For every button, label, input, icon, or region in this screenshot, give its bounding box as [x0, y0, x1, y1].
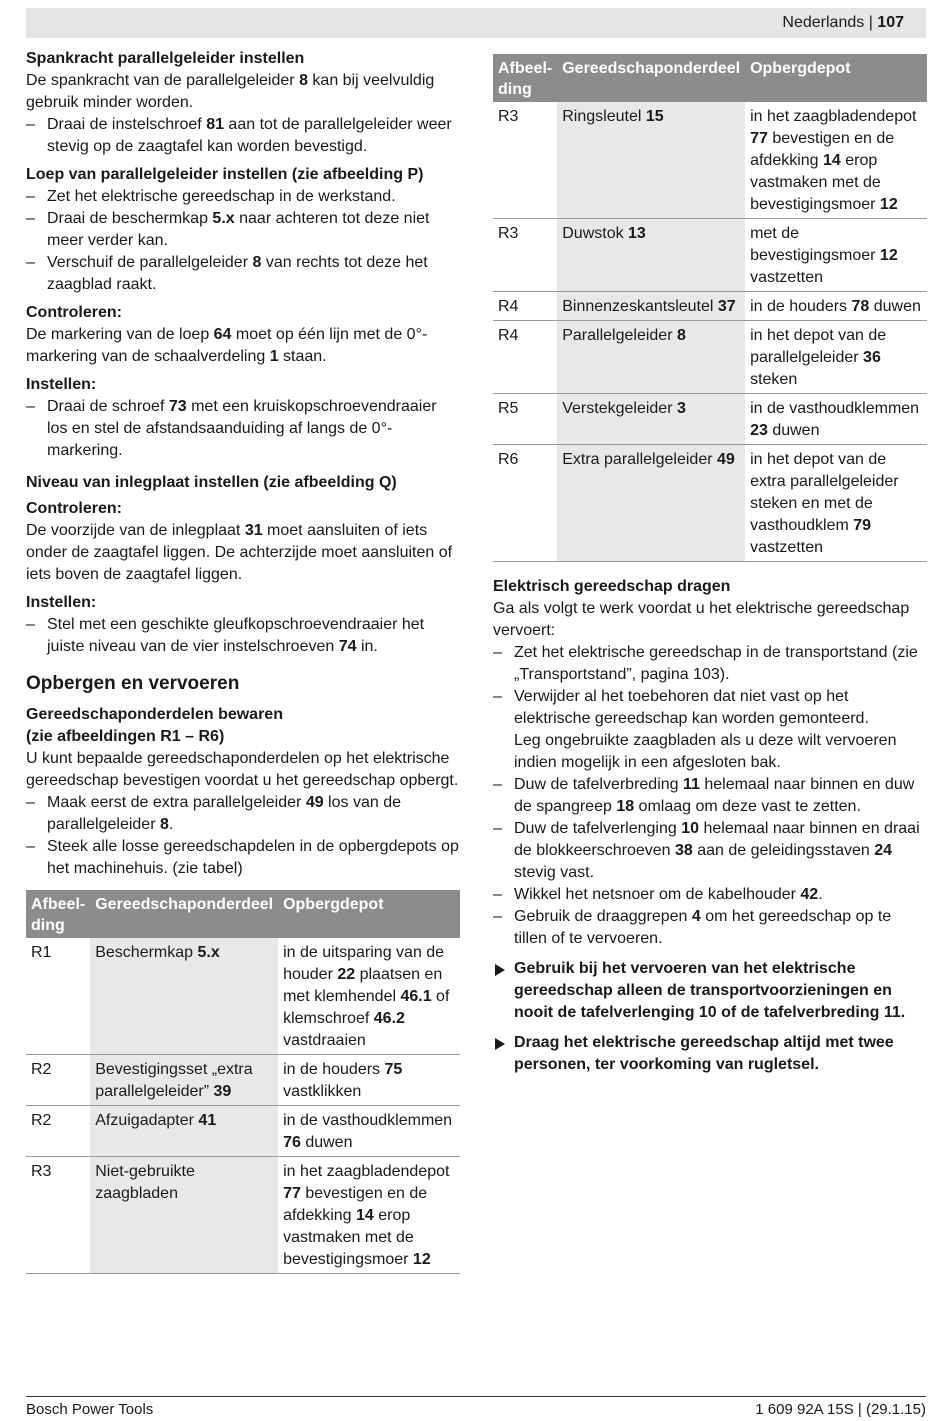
part-cell: Binnenzeskantsleutel 37	[557, 292, 745, 321]
reference-number: 76	[283, 1134, 301, 1151]
reference-number: 49	[716, 451, 735, 468]
table-row	[493, 292, 927, 321]
subsection-title: Controleren:	[26, 500, 122, 517]
storage-cell: in de vasthoudklemmen 76 duwen	[278, 1106, 460, 1157]
list-item: – Stel met een geschikte gleufkopschroevendraaier het juiste niveau van de vier instelschroeven 74 in.	[26, 614, 460, 658]
dash-list	[493, 642, 927, 950]
reference-number: 8	[676, 327, 686, 344]
storage-cell: in het depot van de parallelgeleider 36 steken	[745, 321, 927, 394]
storage-cell: met de bevestigingsmoer 12 vastzetten	[745, 219, 927, 292]
warning-text: Gebruik bij het vervoeren van het elektrische gereedschap alleen de transportvoorzieningen en nooit de tafelverlenging 10 of de tafelverbreding 11.	[514, 960, 906, 1021]
storage-cell: in het zaagbladendepot 77 bevestigen en de afdekking 14 erop vastmaken met de bevestigingsmoer 12	[745, 102, 927, 219]
subsection-title: Instellen:	[26, 594, 97, 611]
part-cell: Extra parallelgeleider 49	[557, 445, 745, 562]
reference-number: 5.x	[197, 944, 220, 961]
page-header	[26, 8, 926, 38]
reference-number: 79	[853, 517, 872, 534]
table-row	[493, 219, 927, 292]
storage-table-right	[493, 54, 927, 562]
chapter-title: Opbergen en vervoeren	[26, 673, 240, 694]
table-row	[493, 394, 927, 445]
subsection-title: Controleren:	[26, 304, 122, 321]
figure-cell: R2	[26, 1055, 90, 1106]
reference-number: 14	[823, 152, 841, 169]
reference-number: 4	[691, 908, 701, 925]
section-title-line2: (zie afbeeldingen R1 – R6)	[26, 728, 225, 745]
table-header-storage: Opbergdepot	[745, 54, 927, 102]
right-column	[493, 48, 927, 1076]
figure-cell: R3	[493, 219, 557, 292]
page-number: 107	[877, 14, 904, 31]
part-cell: Parallelgeleider 8	[557, 321, 745, 394]
table-row	[493, 445, 927, 562]
list-item: – Verwijder al het toebehoren dat niet vast op het elektrische gereedschap kan worden gemonteerd. Leg ongebruikte zaagbladen als u deze wilt vervoeren indien mogelijk in een afgesloten bak.	[493, 686, 927, 774]
reference-number: 31	[244, 522, 263, 539]
table-header-row	[26, 890, 460, 938]
table-header-part: Gereedschaponderdeel	[557, 54, 745, 102]
table-row	[26, 1157, 460, 1274]
storage-cell: in het zaagbladendepot 77 bevestigen en de afdekking 14 erop vastmaken met de bevestigingsmoer 12	[278, 1157, 460, 1274]
paragraph: Ga als volgt te werk voordat u het elektrische gereedschap vervoert:	[493, 600, 910, 639]
reference-number: 12	[412, 1251, 431, 1268]
table-header-part: Gereedschaponderdeel	[90, 890, 278, 938]
figure-cell: R2	[26, 1106, 90, 1157]
dash-list	[26, 614, 460, 658]
paragraph: De spankracht van de parallelgeleider 8 kan bij veelvuldig gebruik minder worden.	[26, 72, 435, 111]
reference-number: 18	[616, 798, 635, 815]
reference-number: 64	[213, 326, 232, 343]
reference-number: 10	[681, 820, 700, 837]
list-item: – Wikkel het netsnoer om de kabelhouder 42.	[493, 884, 927, 906]
list-item: – Verschuif de parallelgeleider 8 van rechts tot deze het zaagblad raakt.	[26, 252, 460, 296]
storage-cell: in de houders 75 vastklikken	[278, 1055, 460, 1106]
list-item: – Draai de instelschroef 81 aan tot de parallelgeleider weer stevig op de zaagtafel kan worden bevestigd.	[26, 114, 460, 158]
left-column	[26, 48, 460, 1274]
reference-number: 11	[682, 776, 700, 793]
paragraph: De voorzijde van de inlegplaat 31 moet aansluiten of iets onder de zaagtafel liggen. De achterzijde moet aansluiten of iets boven de zaagtafel liggen.	[26, 522, 453, 583]
figure-cell: R1	[26, 938, 90, 1055]
reference-number: 49	[305, 794, 324, 811]
reference-number: 8	[299, 72, 308, 89]
storage-cell: in de houders 78 duwen	[745, 292, 927, 321]
reference-number: 46.2	[373, 1010, 405, 1027]
list-item: – Steek alle losse gereedschapdelen in de opbergdepots op het machinehuis. (zie tabel)	[26, 836, 460, 880]
table-header-storage: Opbergdepot	[278, 890, 460, 938]
dash-list	[26, 792, 460, 880]
figure-cell: R4	[493, 321, 557, 394]
reference-number: 73	[168, 398, 187, 415]
header-text	[782, 12, 904, 34]
storage-cell: in de vasthoudklemmen 23 duwen	[745, 394, 927, 445]
part-cell: Bevestigingsset „extra parallelgeleider” 39	[90, 1055, 278, 1106]
part-cell: Niet-gebruikte zaagbladen	[90, 1157, 278, 1274]
reference-number: 41	[198, 1112, 217, 1129]
table-header-row	[493, 54, 927, 102]
triangle-bullet-icon	[495, 964, 505, 976]
list-item: – Duw de tafelverbreding 11 helemaal naar binnen en duw de spangreep 18 omlaag om deze vast te zetten.	[493, 774, 927, 818]
header-language: Nederlands	[782, 14, 865, 31]
reference-number: 74	[338, 638, 357, 655]
storage-cell: in het depot van de extra parallelgeleider steken en met de vasthoudklem 79 vastzetten	[745, 445, 927, 562]
warning-item	[493, 958, 927, 1024]
reference-number: 12	[879, 196, 898, 213]
subsection-title: Instellen:	[26, 376, 97, 393]
table-header-figure: Afbeel-ding	[493, 54, 557, 102]
table-row	[493, 102, 927, 219]
reference-number: 13	[628, 225, 646, 242]
reference-number: 24	[874, 842, 893, 859]
part-cell: Verstekgeleider 3	[557, 394, 745, 445]
reference-number: 8	[252, 254, 262, 271]
reference-number: 23	[750, 422, 768, 439]
figure-cell: R3	[26, 1157, 90, 1274]
dash-list	[26, 114, 460, 158]
list-item: – Zet het elektrische gereedschap in de transportstand (zie „Transportstand”, pagina 103).	[493, 642, 927, 686]
storage-table-left	[26, 890, 460, 1274]
section-title: Elektrisch gereedschap dragen	[493, 578, 731, 595]
section-title: Loep van parallelgeleider instellen (zie afbeelding P)	[26, 166, 424, 183]
list-item: – Gebruik de draaggrepen 4 om het gereedschap op te tillen of te vervoeren.	[493, 906, 927, 950]
reference-number: 81	[206, 116, 224, 133]
reference-number: 38	[674, 842, 693, 859]
table-row	[26, 938, 460, 1055]
reference-number: 46.1	[400, 988, 432, 1005]
part-cell: Afzuigadapter 41	[90, 1106, 278, 1157]
figure-cell: R4	[493, 292, 557, 321]
reference-number: 77	[283, 1185, 301, 1202]
reference-number: 8	[159, 816, 169, 833]
footer-docref: 1 609 92A 15S | (29.1.15)	[755, 1401, 926, 1418]
reference-number: 39	[213, 1083, 232, 1100]
figure-cell: R5	[493, 394, 557, 445]
list-item: – Zet het elektrische gereedschap in de werkstand.	[26, 186, 460, 208]
reference-number: 36	[863, 349, 881, 366]
table-row	[26, 1055, 460, 1106]
figure-cell: R6	[493, 445, 557, 562]
storage-cell: in de uitsparing van de houder 22 plaatsen en met klemhendel 46.1 of klemschroef 46.2 vastdraaien	[278, 938, 460, 1055]
reference-number: 22	[337, 966, 356, 983]
reference-number: 78	[851, 298, 870, 315]
reference-number: 77	[750, 130, 768, 147]
footer-divider	[26, 1396, 926, 1397]
footer-brand: Bosch Power Tools	[26, 1401, 154, 1418]
list-item: – Maak eerst de extra parallelgeleider 49 los van de parallelgeleider 8.	[26, 792, 460, 836]
paragraph: U kunt bepaalde gereedschaponderdelen op het elektrische gereedschap bevestigen voordat u het gereedschap opbergt.	[26, 750, 459, 789]
reference-number: 15	[645, 108, 664, 125]
reference-number: 75	[384, 1061, 403, 1078]
dash-list	[26, 186, 460, 296]
reference-number: 14	[356, 1207, 374, 1224]
reference-number: 3	[676, 400, 686, 417]
reference-number: 1	[269, 348, 279, 365]
warning-text: Draag het elektrische gereedschap altijd met twee personen, ter voorkoming van rugletsel.	[514, 1034, 894, 1073]
table-row	[26, 1106, 460, 1157]
list-item: – Draai de beschermkap 5.x naar achteren tot deze niet meer verder kan.	[26, 208, 460, 252]
warning-list	[493, 958, 927, 1076]
part-cell: Ringsleutel 15	[557, 102, 745, 219]
reference-number: 12	[879, 247, 898, 264]
triangle-bullet-icon	[495, 1038, 505, 1050]
reference-number: 37	[717, 298, 736, 315]
list-item: – Draai de schroef 73 met een kruiskopschroevendraaier los en stel de afstandsaanduiding af langs de 0°-markering.	[26, 396, 460, 462]
header-separator: |	[868, 14, 873, 31]
reference-number: 42	[800, 886, 819, 903]
part-cell: Duwstok 13	[557, 219, 745, 292]
table-row	[493, 321, 927, 394]
warning-item	[493, 1032, 927, 1076]
figure-cell: R3	[493, 102, 557, 219]
table-header-figure: Afbeel-ding	[26, 890, 90, 938]
reference-number: 5.x	[212, 210, 235, 227]
dash-list	[26, 396, 460, 462]
section-title: Spankracht parallelgeleider instellen	[26, 50, 305, 67]
list-item: – Duw de tafelverlenging 10 helemaal naar binnen en draai de blokkeerschroeven 38 aan de geleidingsstaven 24 stevig vast.	[493, 818, 927, 884]
part-cell: Beschermkap 5.x	[90, 938, 278, 1055]
paragraph: De markering van de loep 64 moet op één lijn met de 0°-markering van de schaalverdeling 1 staan.	[26, 326, 428, 365]
section-title: Niveau van inlegplaat instellen (zie afbeelding Q)	[26, 474, 397, 491]
section-title-line1: Gereedschaponderdelen bewaren	[26, 706, 283, 723]
